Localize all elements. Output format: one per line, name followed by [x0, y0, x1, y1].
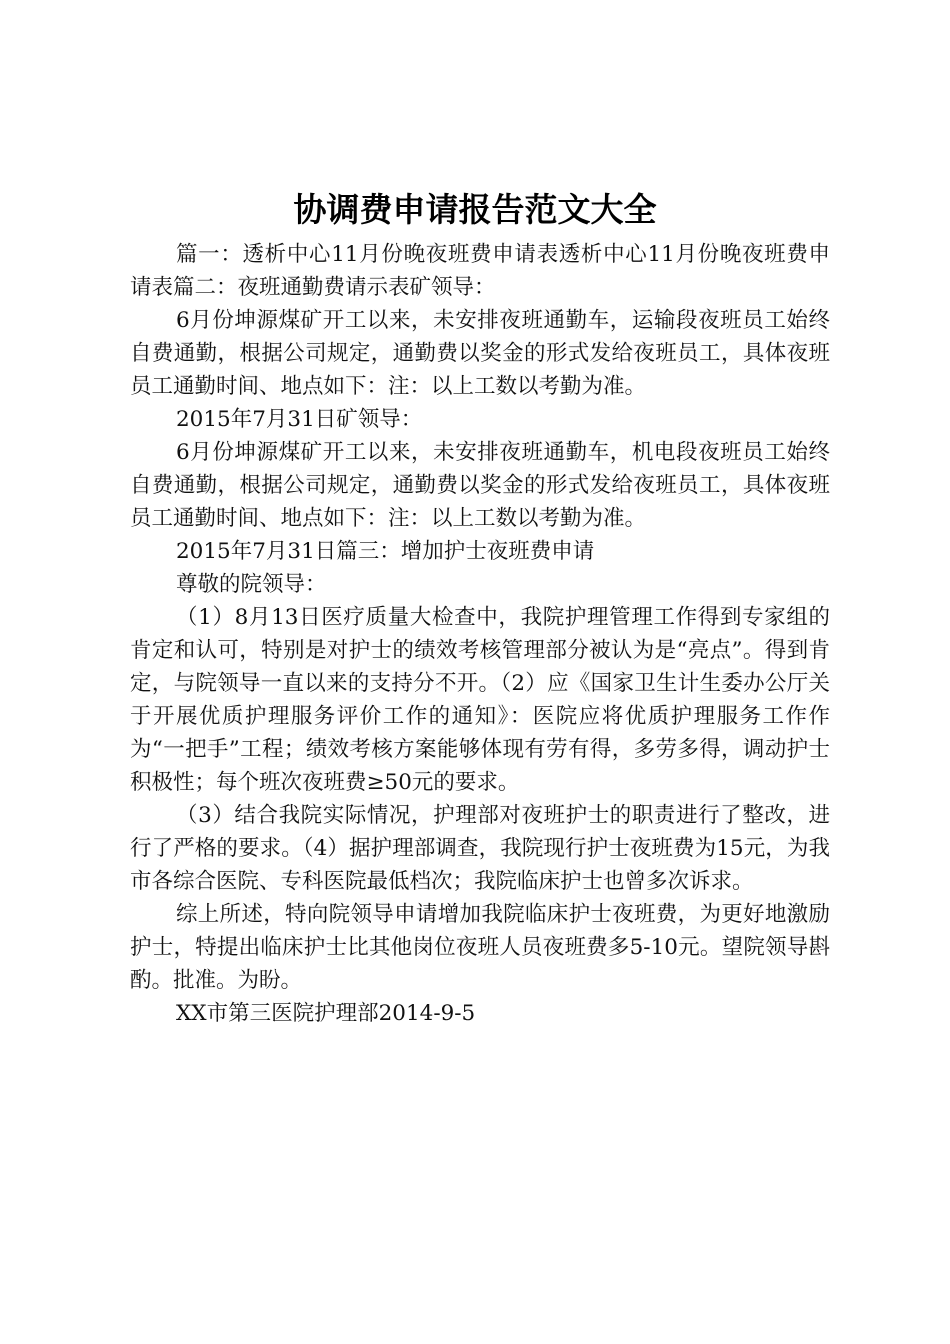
- paragraph-conclusion: 综上所述，特向院领导申请增加我院临床护士夜班费，为更好地激励护士，特提出临床护士比其他岗位夜班人员夜班费多5-10元。望院领导斟酌。批准。为盼。: [130, 902, 830, 993]
- paragraph-date-1: 2015年7月31日矿领导：: [176, 407, 423, 432]
- document-body: [130, 238, 830, 1030]
- paragraph-date-2: 2015年7月31日篇三：增加护士夜班费申请: [176, 539, 595, 564]
- paragraph-intro: 篇一：透析中心11月份晚夜班费申请表透析中心11月份晚夜班费申请表篇二：夜班通勤费请示表矿领导：: [130, 242, 830, 300]
- paragraph-electromechanical-section: 6月份坤源煤矿开工以来，未安排夜班通勤车，机电段夜班员工始终自费通勤，根据公司规定，通勤费以奖金的形式发给夜班员工，具体夜班员工通勤时间、地点如下：注：以上工数以考勤为准。: [130, 440, 830, 531]
- paragraph-items-3-4: （3）结合我院实际情况，护理部对夜班护士的职责进行了整改，进行了严格的要求。（4）据护理部调查，我院现行护士夜班费为15元，为我市各综合医院、专科医院最低档次；我院临床护士也曾多次诉求。: [130, 803, 830, 894]
- paragraph-signature: XX市第三医院护理部2014-9-5: [176, 1001, 476, 1026]
- paragraph-salutation: 尊敬的院领导：: [176, 572, 327, 597]
- paragraph-items-1-2: （1）8月13日医疗质量大检查中，我院护理管理工作得到专家组的肯定和认可，特别是对护士的绩效考核管理部分被认为是“亮点”。得到肯定，与院领导一直以来的支持分不开。（2）应《国家卫生计生委办公厅关于开展优质护理服务评价工作的通知》：医院应将优质护理服务工作作为“一把手”工程；绩效考核方案能够体现有劳有得，多劳多得，调动护士积极性；每个班次夜班费≥50元的要求。: [130, 605, 830, 795]
- document-title: 协调费申请报告范文大全: [293, 190, 657, 229]
- paragraph-transport-section: 6月份坤源煤矿开工以来，未安排夜班通勤车，运输段夜班员工始终自费通勤，根据公司规定，通勤费以奖金的形式发给夜班员工，具体夜班员工通勤时间、地点如下：注：以上工数以考勤为准。: [130, 308, 830, 399]
